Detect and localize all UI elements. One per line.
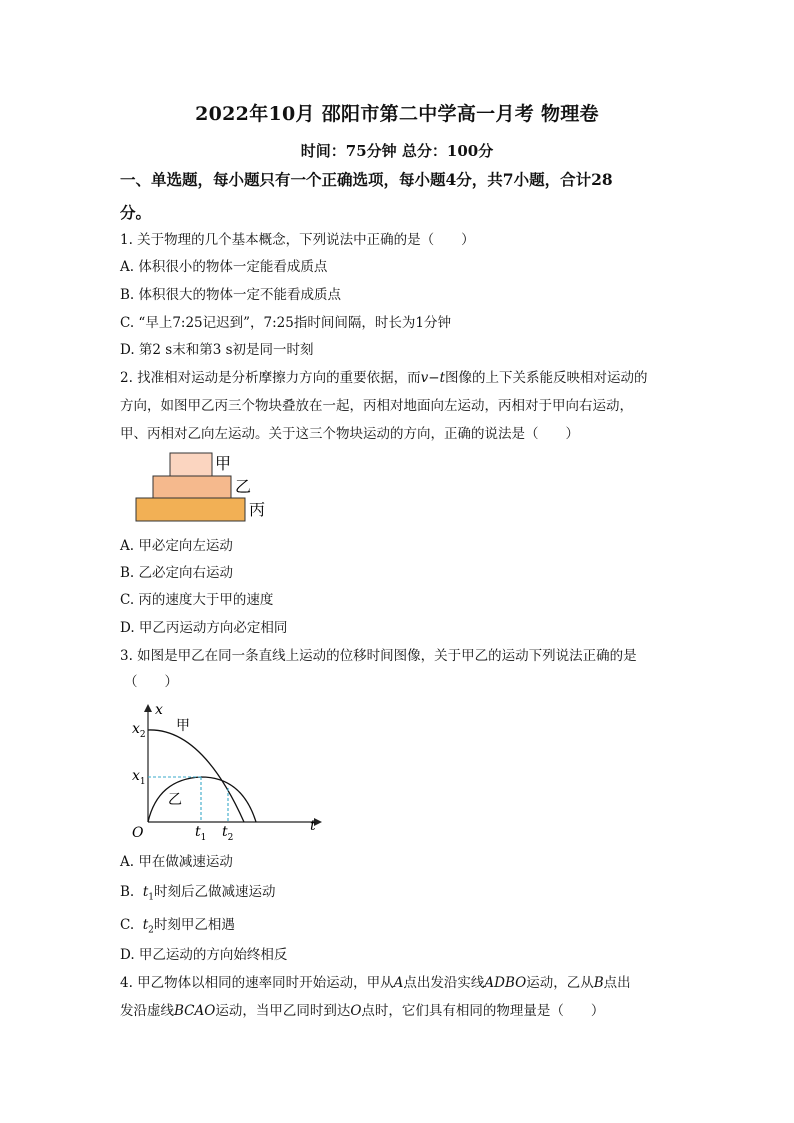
x2-label: $x_2$ (132, 721, 146, 740)
q2-vt: v−t (420, 370, 446, 386)
q1-stem: 1. 关于物理的几个基本概念，下列说法中正确的是（ ） (120, 232, 475, 248)
block-yi (153, 476, 231, 498)
stacked-blocks-figure (130, 448, 280, 528)
q4-stem-line1: 4. 甲乙物体以相同的速率同时开始运动，甲从A点出发沿实线ADBO运动，乙从B点出 (120, 975, 631, 991)
curve-yi-label: 乙 (168, 792, 182, 808)
curve-jia (148, 730, 244, 822)
q2-stem-line2: 方向，如图甲乙丙三个物块叠放在一起，丙相对地面向左运动，丙相对于甲向右运动， (120, 398, 633, 414)
label-yi: 乙 (235, 477, 252, 496)
x-axis-label: x (155, 702, 163, 718)
exam-info: 时间：75分钟 总分：100分 (300, 142, 494, 160)
q4-stem-line2: 发沿虚线BCAO运动，当甲乙同时到达O点时，它们具有相同的物理量是（ ） (120, 1003, 605, 1019)
label-bing: 丙 (249, 500, 266, 519)
curve-jia-label: 甲 (176, 718, 190, 734)
q3-stem: 3. 如图是甲乙在同一条直线上运动的位移时间图像，关于甲乙的运动下列说法正确的是 (120, 648, 637, 664)
q1-option-d: D. 第2 s末和第3 s初是同一时刻 (120, 342, 314, 358)
block-jia (170, 453, 212, 476)
q2-stem-line1 (120, 368, 648, 388)
q3-option-d: D. 甲乙运动的方向始终相反 (120, 947, 288, 963)
q2-option-b: B. 乙必定向右运动 (120, 565, 234, 581)
q2-stem-line3: 甲、丙相对乙向左运动。关于这三个物块运动的方向，正确的说法是（ ） (120, 426, 579, 442)
t-axis-label: t (310, 818, 316, 834)
label-jia: 甲 (215, 454, 232, 473)
q2-stem-pre: 2. 找准相对运动是分析摩擦力方向的重要依据，而 (120, 370, 421, 386)
q1-option-c: C. “早上7:25记迟到”，7:25指时间间隔，时长为1分钟 (120, 315, 451, 331)
section-heading-line2: 分。 (120, 203, 152, 222)
q2-option-a: A. 甲必定向左运动 (120, 538, 233, 554)
curve-yi (148, 777, 256, 822)
q1-option-a: A. 体积很小的物体一定能看成质点 (120, 259, 328, 275)
q3-paren: （ ） (124, 674, 178, 690)
page-title: 2022年10月 邵阳市第二中学高一月考 物理卷 (195, 103, 599, 125)
q2-option-d: D. 甲乙丙运动方向必定相同 (120, 620, 288, 636)
q2-stem-post: 图像的上下关系能反映相对运动的 (445, 370, 648, 386)
q3-option-c: C. $t_2$时刻甲乙相遇 (120, 917, 235, 936)
q2-option-c: C. 丙的速度大于甲的速度 (120, 592, 274, 608)
xt-graph (122, 700, 332, 845)
x1-label: $x_1$ (132, 768, 146, 787)
q3-option-a: A. 甲在做减速运动 (120, 854, 233, 870)
q1-option-b: B. 体积很大的物体一定不能看成质点 (120, 287, 342, 303)
origin-label: O (132, 825, 144, 841)
t2-label: $t_2$ (222, 824, 234, 843)
q3-option-b: B. $t_1$时刻后乙做减速运动 (120, 884, 276, 903)
block-bing (136, 498, 245, 521)
t1-label: $t_1$ (195, 824, 207, 843)
x-axis-arrow (144, 704, 152, 712)
section-heading-line1: 一、单选题，每小题只有一个正确选项，每小题4分，共7小题，合计28 (120, 170, 613, 189)
